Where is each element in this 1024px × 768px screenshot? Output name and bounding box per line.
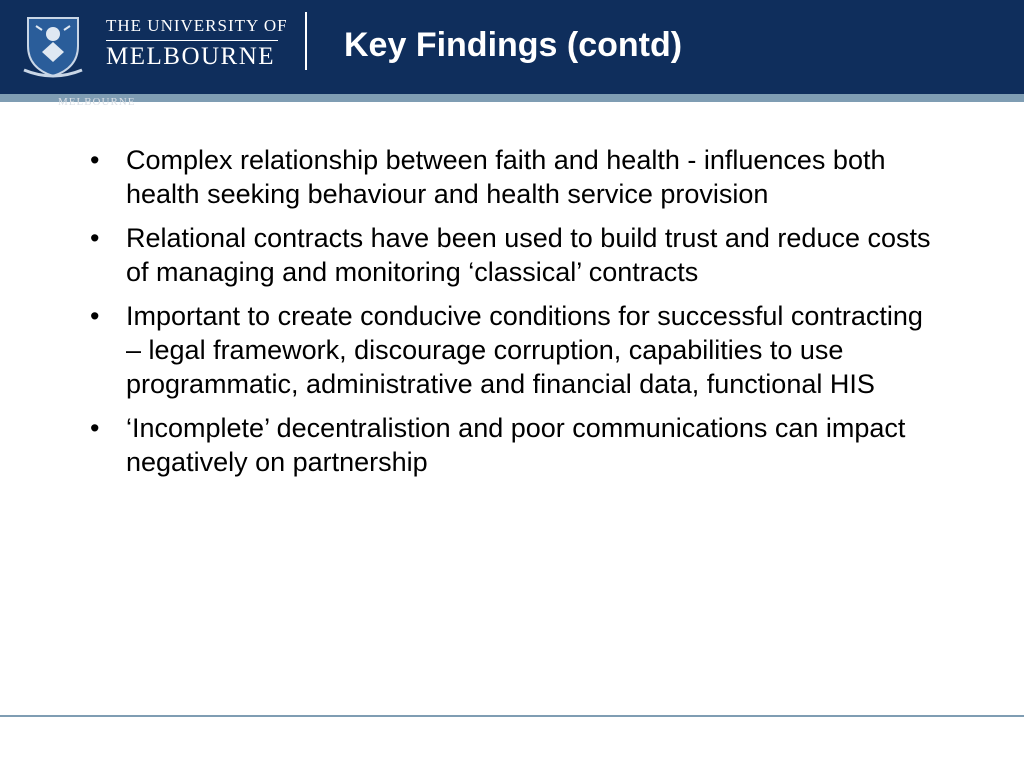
bullet-item: • Important to create conducive conditions for successful contracting – legal framework, discourage corruption, capabilities to use programmatic, administrative and financial data, functional HIS — [90, 299, 940, 401]
bullet-list — [90, 143, 940, 489]
header-divider — [305, 12, 307, 70]
logo-rule — [106, 40, 278, 41]
bullet-item: • Relational contracts have been used to build trust and reduce costs of managing and monitoring ‘classical’ contracts — [90, 221, 940, 289]
university-crest-icon — [22, 12, 84, 78]
bullet-item: • ‘Incomplete’ decentralistion and poor communications can impact negatively on partnership — [90, 411, 940, 479]
header-bar — [0, 0, 1024, 94]
bullet-item: • Complex relationship between faith and health - influences both health seeking behaviour and health service provision — [90, 143, 940, 211]
logo-line-1: THE UNIVERSITY OF — [106, 16, 288, 35]
slide-title: Key Findings (contd) — [344, 26, 683, 64]
footer-rule — [0, 715, 1024, 717]
logo-line-2: MELBOURNE — [106, 43, 276, 70]
header-stripe — [0, 94, 1024, 102]
ghost-watermark-text: MELBOURNE — [58, 96, 136, 108]
